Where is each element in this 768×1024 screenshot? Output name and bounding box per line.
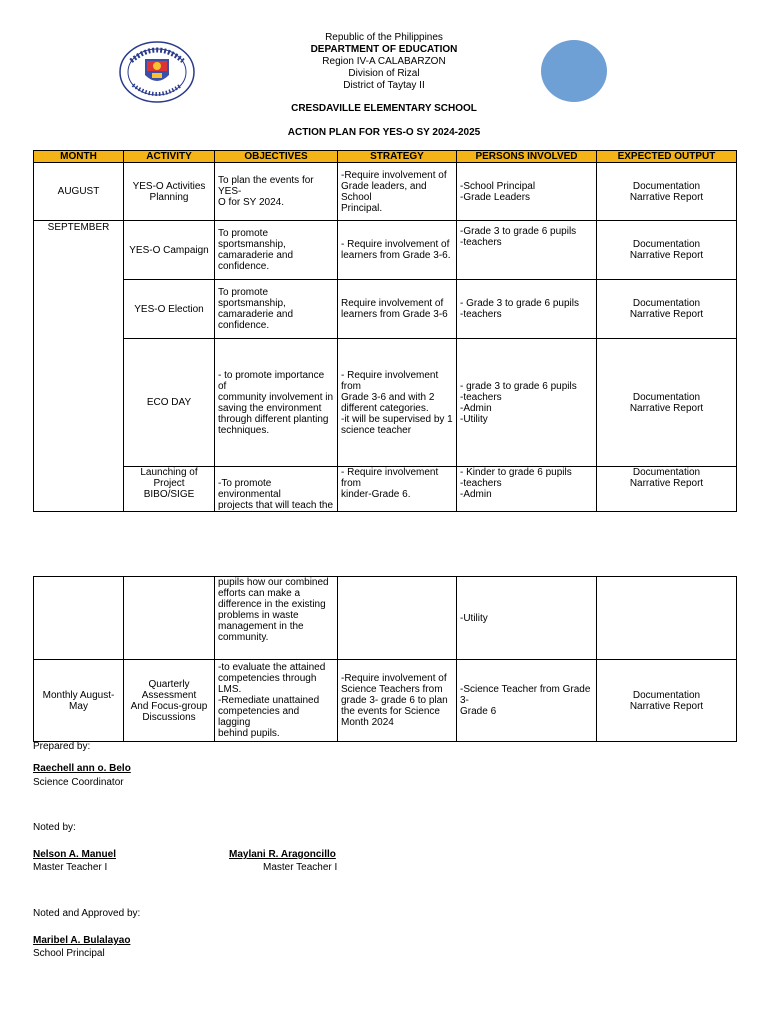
objectives-cell: -to evaluate the attained competencies through LMS. -Remediate unattained competencies and lagging behind pupils. xyxy=(215,660,338,742)
objectives-cell: To promote sportsmanship, camaraderie and confidence. xyxy=(215,280,338,339)
action-plan-table xyxy=(33,150,737,512)
output-cell: Documentation Narrative Report xyxy=(597,339,737,467)
prepared-by-name: Raechell ann o. Belo xyxy=(33,763,131,774)
activity-cell: YES-O Activities Planning xyxy=(124,163,215,221)
persons-cell: - Kinder to grade 6 pupils -teachers -Admin xyxy=(457,467,597,512)
persons-cell: -Science Teacher from Grade 3- Grade 6 xyxy=(457,660,597,742)
objectives-cell: To promote sportsmanship, camaraderie and confidence. xyxy=(215,221,338,280)
activity-cell: Quarterly Assessment And Focus-group Discussions xyxy=(124,660,215,742)
month-cell xyxy=(34,577,124,660)
output-cell: Documentation Narrative Report xyxy=(597,467,737,512)
noted-by-label: Noted by: xyxy=(33,822,76,833)
table-row xyxy=(34,280,737,339)
objectives-cell: pupils how our combined efforts can make a difference in the existing problems in waste management in the community. xyxy=(215,577,338,660)
persons-cell: - grade 3 to grade 6 pupils -teachers -Admin -Utility xyxy=(457,339,597,467)
strategy-cell: -Require involvement of Science Teachers from grade 3- grade 6 to plan the events for Science Month 2024 xyxy=(338,660,457,742)
output-cell: Documentation Narrative Report xyxy=(597,660,737,742)
approved-by-name: Maribel A. Bulalayao xyxy=(33,935,131,946)
table-row xyxy=(34,577,737,660)
activity-cell: Launching of Project BIBO/SIGE xyxy=(124,467,215,512)
table-row xyxy=(34,467,737,512)
objectives-cell: - to promote importance of community involvement in saving the environment through different planting techniques. xyxy=(215,339,338,467)
table-header-row xyxy=(34,151,737,163)
column-header: MONTH xyxy=(34,151,124,163)
approved-by-title: School Principal xyxy=(33,948,105,959)
objectives-cell: -To promote environmental projects that will teach the xyxy=(215,467,338,512)
persons-cell: - Grade 3 to grade 6 pupils -teachers xyxy=(457,280,597,339)
month-cell: Monthly August- May xyxy=(34,660,124,742)
persons-cell: -School Principal -Grade Leaders xyxy=(457,163,597,221)
action-plan-table-continued xyxy=(33,576,737,742)
strategy-cell: -Require involvement of Grade leaders, and School Principal. xyxy=(338,163,457,221)
activity-cell: YES-O Election xyxy=(124,280,215,339)
header-department: DEPARTMENT OF EDUCATION xyxy=(310,44,458,55)
header-republic: Republic of the Philippines xyxy=(325,32,443,43)
activity-cell: YES-O Campaign xyxy=(124,221,215,280)
month-cell: SEPTEMBER xyxy=(34,221,124,512)
document-title: ACTION PLAN FOR YES-O SY 2024-2025 xyxy=(287,127,481,138)
header-division: Division of Rizal xyxy=(348,68,420,79)
persons-cell: -Grade 3 to grade 6 pupils -teachers xyxy=(457,221,597,280)
activity-cell: ECO DAY xyxy=(124,339,215,467)
strategy-cell: - Require involvement from Grade 3-6 and with 2 different categories. -it will be supervised by 1 science teacher xyxy=(338,339,457,467)
header-district: District of Taytay II xyxy=(343,80,425,91)
table-row xyxy=(34,163,737,221)
noted-by-name-1: Nelson A. Manuel xyxy=(33,849,116,860)
column-header: EXPECTED OUTPUT xyxy=(597,151,737,163)
column-header: PERSONS INVOLVED xyxy=(457,151,597,163)
output-cell xyxy=(597,577,737,660)
output-cell: Documentation Narrative Report xyxy=(597,163,737,221)
column-header: STRATEGY xyxy=(338,151,457,163)
table-row xyxy=(34,339,737,467)
persons-cell: -Utility xyxy=(457,577,597,660)
activity-cell xyxy=(124,577,215,660)
school-name: CRESDAVILLE ELEMENTARY SCHOOL xyxy=(291,103,477,114)
noted-by-title-1: Master Teacher I xyxy=(33,862,108,873)
month-cell: AUGUST xyxy=(34,163,124,221)
column-header: OBJECTIVES xyxy=(215,151,338,163)
column-header: ACTIVITY xyxy=(124,151,215,163)
strategy-cell: - Require involvement of learners from Grade 3-6. xyxy=(338,221,457,280)
prepared-by-title: Science Coordinator xyxy=(33,777,124,788)
header-region: Region IV-A CALABARZON xyxy=(322,56,446,67)
output-cell: Documentation Narrative Report xyxy=(597,221,737,280)
strategy-cell xyxy=(338,577,457,660)
strategy-cell: Require involvement of learners from Grade 3-6 xyxy=(338,280,457,339)
approved-by-label: Noted and Approved by: xyxy=(33,908,141,919)
table-row xyxy=(34,221,737,280)
objectives-cell: To plan the events for YES- O for SY 2024. xyxy=(215,163,338,221)
strategy-cell: - Require involvement from kinder-Grade 6. xyxy=(338,467,457,512)
noted-by-name-2: Maylani R. Aragoncillo xyxy=(229,849,336,860)
output-cell: Documentation Narrative Report xyxy=(597,280,737,339)
prepared-by-label: Prepared by: xyxy=(33,741,91,752)
table-row xyxy=(34,660,737,742)
noted-by-title-2: Master Teacher I xyxy=(263,862,338,873)
